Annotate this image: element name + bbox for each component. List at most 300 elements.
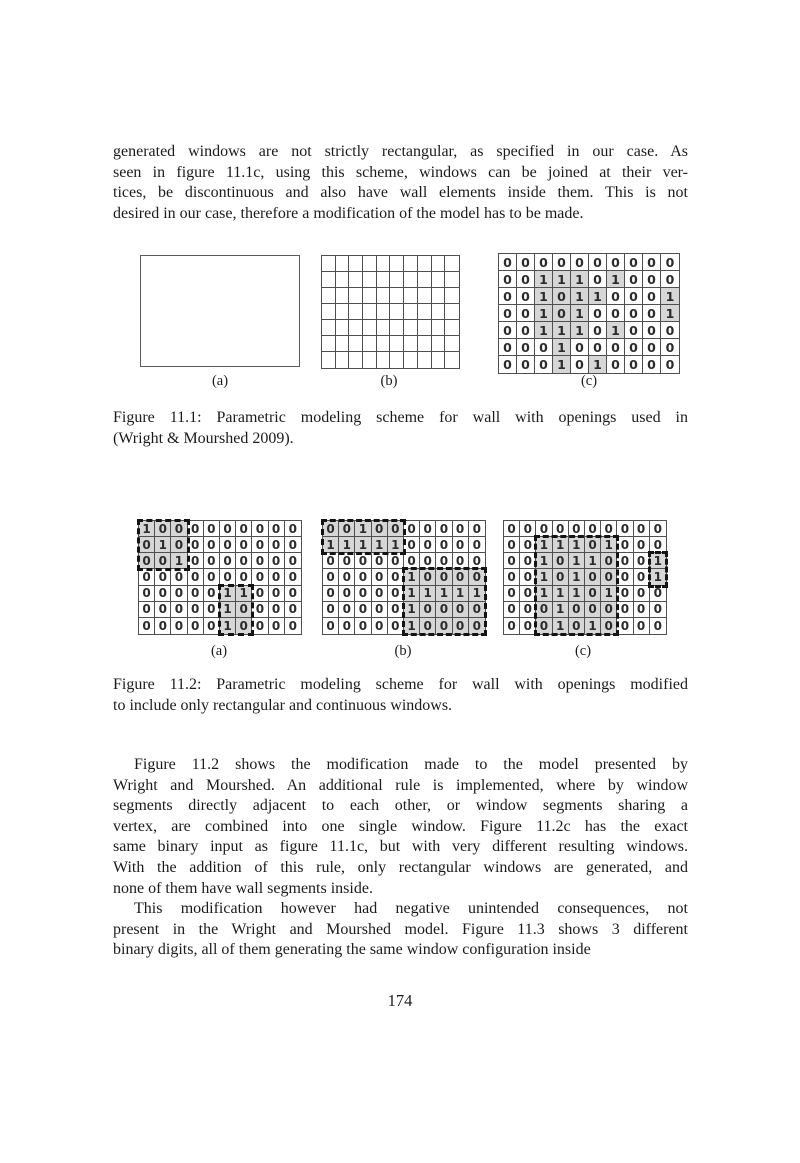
grid-cell: 1 — [323, 537, 339, 553]
grid-cell: 1 — [404, 569, 420, 585]
grid-cell — [390, 288, 404, 304]
grid-cell: 1 — [139, 521, 155, 537]
page-number: 174 — [387, 991, 413, 1010]
grid-cell: 0 — [372, 602, 388, 618]
grid-cell: 0 — [617, 602, 633, 618]
grid-cell: 0 — [436, 537, 452, 553]
grid-cell — [336, 304, 350, 320]
grid-cell: 1 — [650, 553, 666, 569]
grid-cell: 0 — [269, 569, 285, 585]
grid-cell: 0 — [643, 288, 661, 305]
grid-cell — [349, 288, 363, 304]
grid-cell: 1 — [661, 305, 679, 322]
grid-cell: 0 — [536, 602, 552, 618]
grid-cell: 0 — [617, 618, 633, 634]
body-text-line: Figure 11.2 shows the modification made to the model presented by — [134, 756, 688, 773]
grid-cell: 0 — [625, 288, 643, 305]
grid-cell — [432, 336, 446, 352]
grid-cell: 0 — [469, 569, 485, 585]
grid-cell: 0 — [504, 618, 520, 634]
grid-cell: 0 — [469, 553, 485, 569]
grid-cell — [445, 272, 459, 288]
grid-cell: 0 — [252, 602, 268, 618]
grid-cell: 1 — [553, 339, 571, 356]
grid-cell — [445, 336, 459, 352]
grid-cell: 1 — [571, 271, 589, 288]
grid-cell — [404, 256, 418, 272]
grid-cell: 0 — [285, 553, 301, 569]
grid-cell: 0 — [171, 618, 187, 634]
grid-cell: 0 — [607, 339, 625, 356]
grid-cell: 0 — [420, 537, 436, 553]
grid-cell: 0 — [204, 569, 220, 585]
figure-11-2-caption — [113, 675, 688, 716]
grid-cell: 0 — [252, 569, 268, 585]
grid-cell: 0 — [617, 521, 633, 537]
grid-cell: 1 — [536, 537, 552, 553]
grid-cell — [322, 336, 336, 352]
body-text-line: binary digits, all of them generating the same window configuration inside — [113, 941, 591, 959]
grid-cell — [322, 256, 336, 272]
grid-cell: 0 — [625, 339, 643, 356]
subcaption-a: (a) — [210, 643, 228, 659]
grid-cell: 0 — [499, 322, 517, 339]
grid-cell — [377, 352, 391, 368]
grid-cell: 0 — [188, 537, 204, 553]
body-text-line: desired in our case, therefore a modification of the model has to be made. — [113, 204, 584, 222]
grid-cell — [445, 304, 459, 320]
grid-cell: 0 — [204, 521, 220, 537]
grid-cell — [322, 320, 336, 336]
grid-cell: 0 — [139, 569, 155, 585]
grid-cell: 1 — [553, 602, 569, 618]
grid-cell: 1 — [339, 537, 355, 553]
grid-cell: 0 — [634, 537, 650, 553]
grid-cell — [418, 320, 432, 336]
grid-cell: 0 — [553, 254, 571, 271]
grid-cell: 0 — [188, 553, 204, 569]
grid-cell — [432, 256, 446, 272]
grid-cell: 1 — [569, 586, 585, 602]
grid-cell: 0 — [469, 521, 485, 537]
grid-cell: 0 — [323, 553, 339, 569]
grid-cell — [418, 336, 432, 352]
grid-cell: 1 — [553, 586, 569, 602]
grid-cell: 0 — [155, 569, 171, 585]
grid-cell: 0 — [607, 356, 625, 373]
grid-cell: 0 — [252, 586, 268, 602]
grid-cell: 0 — [589, 305, 607, 322]
grid-cell: 0 — [665, 357, 675, 372]
grid-cell: 1 — [535, 305, 553, 322]
grid-cell: 0 — [420, 521, 436, 537]
grid-cell: 0 — [388, 553, 404, 569]
grid-cell: 0 — [585, 569, 601, 585]
grid-cell: 0 — [607, 254, 625, 271]
grid-cell: 1 — [571, 288, 589, 305]
grid-cell: 0 — [404, 521, 420, 537]
subcaption-b: (b) — [380, 373, 398, 389]
grid-cell: 0 — [388, 586, 404, 602]
grid-cell: 0 — [571, 339, 589, 356]
grid-cell: 0 — [504, 602, 520, 618]
grid-cell: 0 — [355, 569, 371, 585]
grid-cell: 0 — [625, 322, 643, 339]
caption-line: Figure 11.1: Parametric modeling scheme for wall with openings used in — [113, 409, 688, 426]
grid-cell: 0 — [339, 569, 355, 585]
grid-cell — [418, 272, 432, 288]
grid-cell: 0 — [553, 569, 569, 585]
grid-cell: 0 — [520, 537, 536, 553]
grid-cell: 0 — [634, 521, 650, 537]
grid-cell: 1 — [661, 288, 679, 305]
grid-cell — [418, 256, 432, 272]
grid-cell: 0 — [269, 602, 285, 618]
body-text-line: This modification however had negative unintended consequences, not — [134, 900, 688, 918]
grid-cell: 0 — [420, 602, 436, 618]
grid-cell: 0 — [504, 553, 520, 569]
grid-cell: 1 — [355, 521, 371, 537]
grid-cell: 0 — [204, 537, 220, 553]
grid-cell — [432, 288, 446, 304]
grid-cell: 0 — [269, 521, 285, 537]
grid-cell: 0 — [252, 521, 268, 537]
grid-cell: 0 — [553, 553, 569, 569]
caption-line: (Wright & Mourshed 2009). — [113, 429, 294, 447]
subcaption-b: (b) — [394, 643, 412, 659]
grid-cell: 0 — [589, 271, 607, 288]
grid-cell — [377, 304, 391, 320]
grid-cell: 1 — [569, 553, 585, 569]
grid-cell: 0 — [355, 553, 371, 569]
figure-11-2a-binary-grid — [138, 520, 302, 635]
grid-cell: 1 — [589, 288, 607, 305]
grid-cell — [404, 320, 418, 336]
grid-cell: 0 — [569, 618, 585, 634]
grid-cell: 0 — [469, 602, 485, 618]
grid-cell — [322, 272, 336, 288]
grid-cell: 0 — [139, 618, 155, 634]
grid-cell — [336, 272, 350, 288]
grid-cell — [404, 352, 418, 368]
grid-cell: 0 — [520, 553, 536, 569]
grid-cell: 0 — [517, 356, 535, 373]
grid-cell: 0 — [420, 618, 436, 634]
grid-cell — [349, 336, 363, 352]
grid-cell: 0 — [469, 537, 485, 553]
grid-cell: 1 — [535, 271, 553, 288]
grid-cell: 1 — [355, 537, 371, 553]
paragraph-intro — [113, 142, 688, 224]
grid-cell: 0 — [520, 602, 536, 618]
body-text-line: segments directly adjacent to each other, or window segments sharing a — [113, 797, 688, 815]
grid-cell: 0 — [453, 553, 469, 569]
grid-cell: 0 — [607, 305, 625, 322]
grid-cell: 0 — [236, 537, 252, 553]
grid-cell: 0 — [453, 569, 469, 585]
grid-cell: 0 — [372, 569, 388, 585]
body-text-line: With the addition of this rule, only rectangular windows are generated, and — [113, 858, 688, 876]
grid-cell: 0 — [171, 537, 187, 553]
grid-cell: 0 — [643, 356, 661, 373]
grid-cell — [363, 304, 377, 320]
grid-cell: 0 — [625, 356, 643, 373]
grid-cell: 1 — [553, 537, 569, 553]
body-text-line: same binary input as figure 11.1c, but with very different resulting windows. — [113, 838, 688, 856]
grid-cell: 0 — [436, 553, 452, 569]
grid-cell — [363, 352, 377, 368]
grid-cell: 0 — [517, 288, 535, 305]
grid-cell: 0 — [499, 254, 517, 271]
grid-cell: 0 — [171, 569, 187, 585]
grid-cell: 0 — [285, 537, 301, 553]
grid-cell: 1 — [404, 602, 420, 618]
grid-cell — [432, 272, 446, 288]
grid-cell — [322, 304, 336, 320]
grid-cell: 0 — [372, 586, 388, 602]
grid-cell: 0 — [155, 553, 171, 569]
caption-line: Figure 11.2: Parametric modeling scheme for wall with openings modified — [113, 676, 688, 693]
grid-cell: 1 — [536, 586, 552, 602]
grid-cell: 0 — [553, 305, 571, 322]
grid-cell — [377, 320, 391, 336]
grid-cell: 0 — [499, 356, 517, 373]
grid-cell: 0 — [285, 569, 301, 585]
grid-cell — [349, 304, 363, 320]
grid-cell — [432, 352, 446, 368]
grid-cell — [390, 336, 404, 352]
grid-cell: 1 — [220, 586, 236, 602]
grid-cell: 0 — [355, 586, 371, 602]
grid-cell: 0 — [436, 602, 452, 618]
grid-cell — [404, 272, 418, 288]
grid-cell: 0 — [571, 254, 589, 271]
grid-cell: 0 — [155, 618, 171, 634]
grid-cell: 0 — [589, 322, 607, 339]
grid-cell: 0 — [504, 586, 520, 602]
grid-cell: 0 — [339, 618, 355, 634]
grid-cell: 0 — [569, 521, 585, 537]
grid-cell — [349, 320, 363, 336]
grid-cell: 0 — [617, 586, 633, 602]
grid-cell: 0 — [155, 602, 171, 618]
grid-cell: 0 — [535, 339, 553, 356]
grid-cell: 0 — [504, 537, 520, 553]
grid-cell: 0 — [220, 569, 236, 585]
grid-cell: 0 — [589, 254, 607, 271]
figure-11-2b-binary-grid — [322, 520, 486, 635]
grid-cell — [322, 288, 336, 304]
grid-cell: 0 — [661, 271, 679, 288]
grid-cell: 0 — [571, 356, 589, 373]
grid-cell: 1 — [372, 537, 388, 553]
grid-cell: 0 — [139, 586, 155, 602]
grid-cell: 1 — [569, 537, 585, 553]
grid-cell: 1 — [571, 305, 589, 322]
grid-cell: 1 — [571, 322, 589, 339]
grid-cell: 0 — [499, 305, 517, 322]
grid-cell: 0 — [204, 602, 220, 618]
grid-cell: 1 — [585, 618, 601, 634]
grid-cell: 0 — [436, 618, 452, 634]
grid-cell: 1 — [536, 553, 552, 569]
grid-cell — [404, 304, 418, 320]
grid-cell: 0 — [453, 602, 469, 618]
grid-cell: 0 — [517, 305, 535, 322]
grid-cell: 0 — [323, 586, 339, 602]
subcaption-c: (c) — [580, 373, 598, 389]
grid-cell: 0 — [520, 586, 536, 602]
grid-cell: 0 — [420, 553, 436, 569]
grid-cell: 0 — [453, 537, 469, 553]
grid-cell: 0 — [220, 521, 236, 537]
grid-cell: 1 — [388, 537, 404, 553]
grid-cell: 1 — [171, 553, 187, 569]
grid-cell — [363, 256, 377, 272]
grid-cell: 0 — [585, 586, 601, 602]
grid-cell: 0 — [372, 553, 388, 569]
grid-cell: 0 — [269, 553, 285, 569]
grid-cell: 1 — [553, 618, 569, 634]
grid-cell: 0 — [650, 537, 666, 553]
grid-cell: 0 — [643, 322, 661, 339]
grid-cell: 0 — [204, 586, 220, 602]
grid-cell: 0 — [355, 602, 371, 618]
grid-cell: 0 — [520, 521, 536, 537]
grid-cell: 1 — [220, 602, 236, 618]
grid-cell: 0 — [236, 521, 252, 537]
grid-cell: 0 — [372, 618, 388, 634]
grid-cell — [377, 336, 391, 352]
grid-cell: 0 — [553, 288, 571, 305]
grid-cell: 0 — [553, 521, 569, 537]
grid-cell: 0 — [517, 271, 535, 288]
grid-cell: 0 — [220, 537, 236, 553]
grid-cell: 0 — [269, 618, 285, 634]
grid-cell: 0 — [520, 569, 536, 585]
body-text-line: Wright and Mourshed. An additional rule is implemented, where by window — [113, 776, 688, 794]
body-text-line: tices, be discontinuous and also have wall elements inside them. This is not — [113, 184, 688, 202]
grid-cell: 1 — [404, 618, 420, 634]
grid-cell: 0 — [252, 537, 268, 553]
grid-cell: 0 — [661, 339, 679, 356]
grid-cell: 0 — [188, 602, 204, 618]
grid-cell — [363, 336, 377, 352]
grid-cell: 0 — [650, 521, 666, 537]
grid-cell: 0 — [585, 521, 601, 537]
grid-cell: 1 — [601, 537, 617, 553]
grid-cell: 0 — [499, 288, 517, 305]
grid-cell: 0 — [625, 254, 643, 271]
grid-cell: 0 — [453, 521, 469, 537]
grid-cell — [418, 352, 432, 368]
grid-cell — [432, 320, 446, 336]
grid-cell: 1 — [453, 586, 469, 602]
grid-cell: 0 — [188, 521, 204, 537]
grid-cell: 0 — [499, 271, 517, 288]
grid-cell: 0 — [634, 553, 650, 569]
grid-cell — [390, 272, 404, 288]
grid-cell: 1 — [607, 271, 625, 288]
grid-cell: 1 — [535, 288, 553, 305]
grid-cell: 0 — [634, 569, 650, 585]
grid-cell: 1 — [553, 322, 571, 339]
grid-cell: 0 — [339, 586, 355, 602]
grid-cell: 0 — [436, 569, 452, 585]
grid-cell: 0 — [517, 254, 535, 271]
grid-cell: 0 — [139, 537, 155, 553]
grid-cell: 0 — [607, 288, 625, 305]
grid-cell: 0 — [323, 521, 339, 537]
grid-cell: 1 — [569, 569, 585, 585]
grid-cell: 0 — [601, 602, 617, 618]
grid-cell: 0 — [139, 553, 155, 569]
grid-cell: 1 — [536, 569, 552, 585]
grid-cell — [377, 272, 391, 288]
grid-cell: 0 — [625, 305, 643, 322]
grid-cell: 0 — [388, 618, 404, 634]
grid-cell: 0 — [404, 553, 420, 569]
grid-cell: 0 — [388, 602, 404, 618]
grid-cell: 0 — [453, 618, 469, 634]
grid-cell: 0 — [535, 254, 553, 271]
grid-cell: 1 — [589, 356, 607, 373]
figure-11-1b-empty-grid — [321, 255, 460, 369]
figure-11-1a-wall-outline — [140, 255, 300, 367]
grid-cell — [322, 352, 336, 368]
grid-cell: 0 — [139, 602, 155, 618]
grid-cell: 0 — [388, 521, 404, 537]
body-text-line: generated windows are not strictly rectangular, as specified in our case. As — [113, 143, 688, 160]
paragraph-discussion — [113, 755, 688, 961]
grid-cell: 0 — [504, 521, 520, 537]
grid-cell — [377, 288, 391, 304]
grid-cell — [349, 352, 363, 368]
grid-cell: 0 — [499, 339, 517, 356]
subcaption-a: (a) — [211, 373, 229, 389]
grid-cell: 1 — [220, 618, 236, 634]
grid-cell: 0 — [617, 537, 633, 553]
grid-cell: 0 — [634, 586, 650, 602]
grid-cell — [404, 336, 418, 352]
grid-cell: 0 — [252, 553, 268, 569]
grid-cell — [418, 304, 432, 320]
grid-cell: 0 — [288, 618, 297, 633]
body-text-line: present in the Wright and Mourshed model. Figure 11.3 shows 3 different — [113, 920, 688, 938]
grid-cell: 1 — [155, 537, 171, 553]
grid-cell — [377, 256, 391, 272]
grid-cell: 0 — [504, 569, 520, 585]
grid-cell: 0 — [252, 618, 268, 634]
grid-cell: 0 — [339, 553, 355, 569]
figure-11-1c-binary-grid — [498, 253, 680, 374]
grid-cell: 0 — [236, 618, 252, 634]
subcaption-c: (c) — [574, 643, 592, 659]
grid-cell: 1 — [535, 322, 553, 339]
grid-cell: 0 — [269, 537, 285, 553]
grid-cell: 0 — [171, 521, 187, 537]
grid-cell — [445, 320, 459, 336]
grid-cell: 0 — [171, 602, 187, 618]
caption-line: to include only rectangular and continuous windows. — [113, 696, 453, 714]
grid-cell: 0 — [323, 618, 339, 634]
grid-cell: 0 — [585, 602, 601, 618]
grid-cell — [445, 288, 459, 304]
grid-cell — [390, 256, 404, 272]
grid-cell: 0 — [171, 586, 187, 602]
grid-cell — [363, 272, 377, 288]
body-text-line: vertex, are combined into one single window. Figure 11.2c has the exact — [113, 817, 688, 835]
